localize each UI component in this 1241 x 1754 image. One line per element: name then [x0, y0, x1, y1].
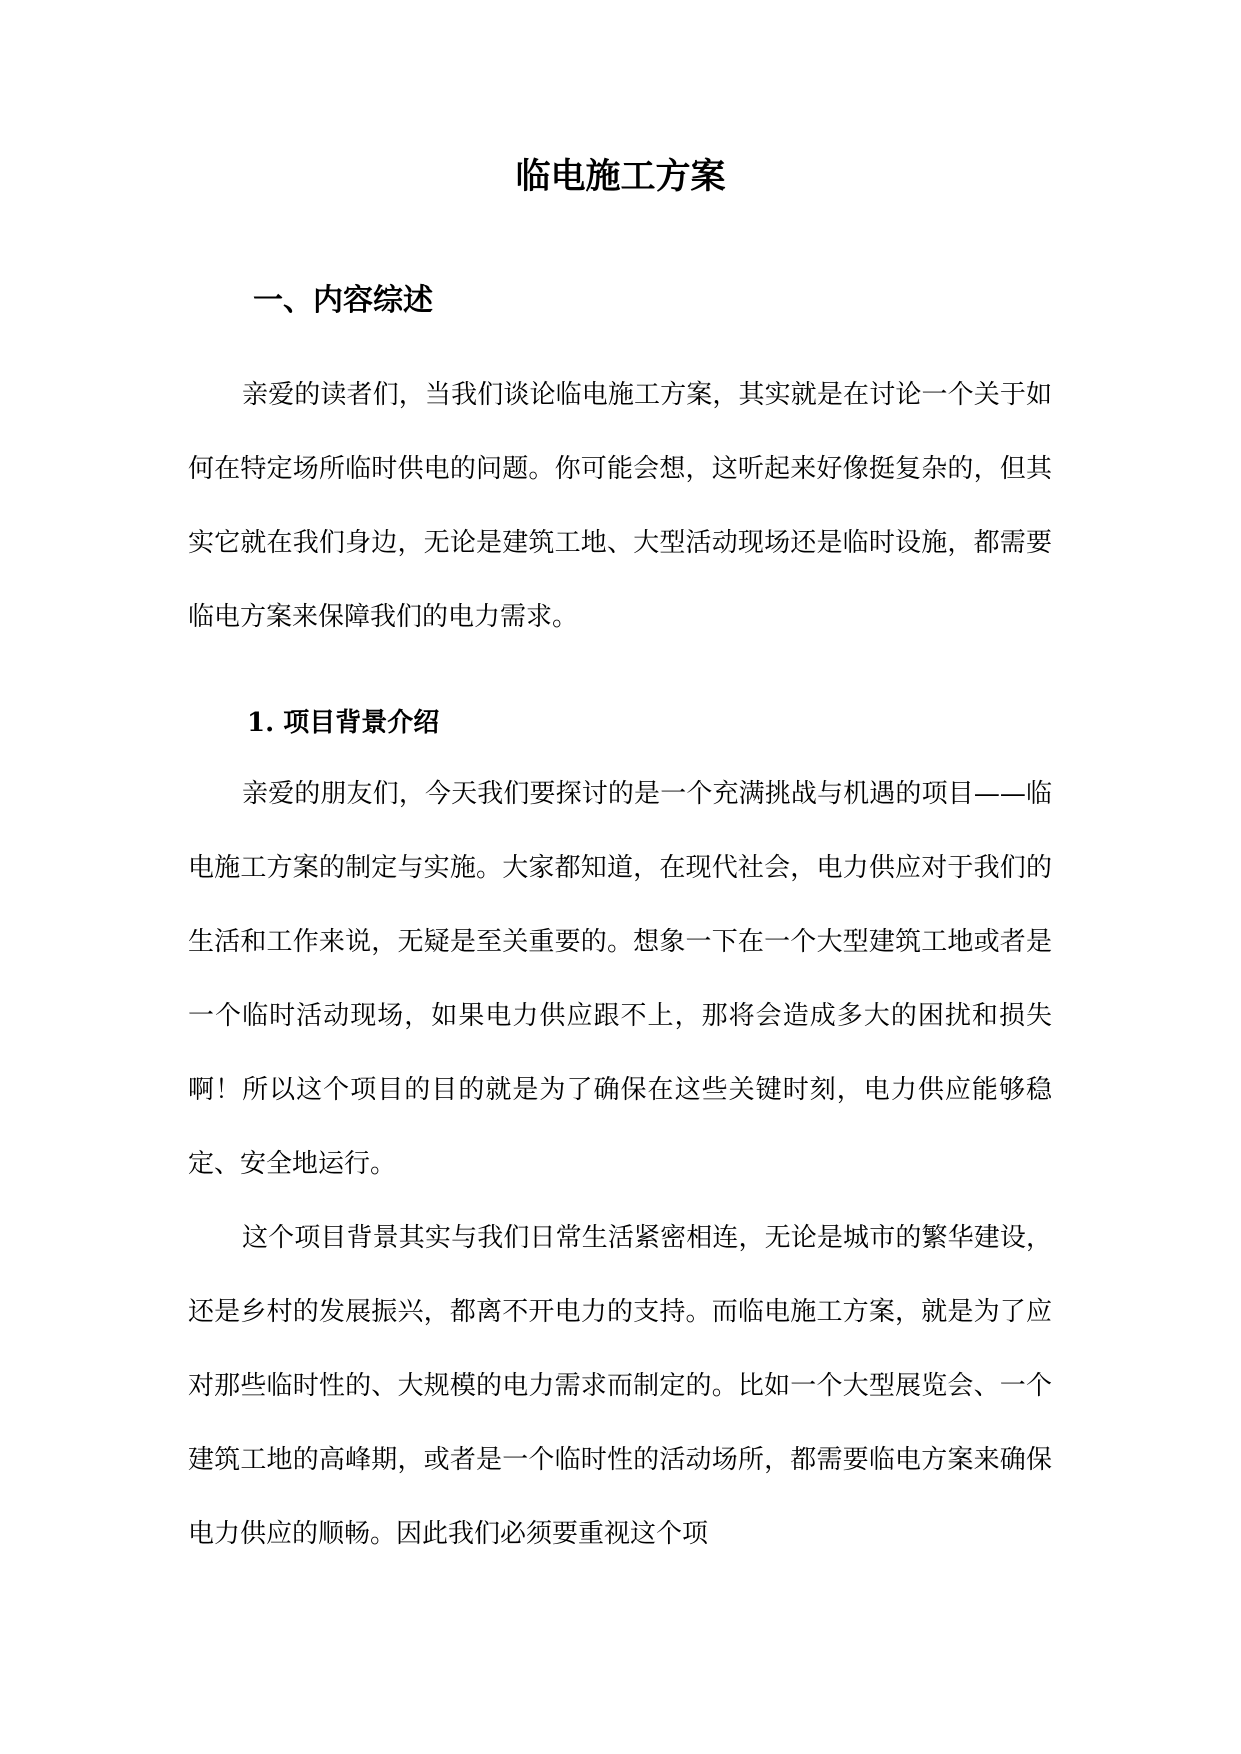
background-paragraph-1: 亲爱的朋友们，今天我们要探讨的是一个充满挑战与机遇的项目——临电施工方案的制定与实施。大家都知道，在现代社会，电力供应对于我们的生活和工作来说，无疑是至关重要的。想象一下在一个大型建筑工地或者是一个临时活动现场，如果电力供应跟不上，那将会造成多大的困扰和损失啊！所以这个项目的目的就是为了确保在这些关键时刻，电力供应能够稳定、安全地运行。 [188, 779, 1052, 1179]
document-title: 临电施工方案 [515, 156, 726, 197]
background-paragraph-2: 这个项目背景其实与我们日常生活紧密相连，无论是城市的繁华建设，还是乡村的发展振兴，都离不开电力的支持。而临电施工方案，就是为了应对那些临时性的、大规模的电力需求而制定的。比如一个大型展览会、一个建筑工地的高峰期，或者是一个临时性的活动场所，都需要临电方案来确保电力供应的顺畅。因此我们必须要重视这个项 [188, 1223, 1052, 1549]
subsection-heading-background: 1. 项目背景介绍 [247, 708, 440, 738]
section-heading-overview: 一、内容综述 [253, 283, 433, 318]
overview-paragraph: 亲爱的读者们，当我们谈论临电施工方案，其实就是在讨论一个关于如何在特定场所临时供电的问题。你可能会想，这听起来好像挺复杂的，但其实它就在我们身边，无论是建筑工地、大型活动现场还是临时设施，都需要临电方案来保障我们的电力需求。 [188, 380, 1052, 632]
